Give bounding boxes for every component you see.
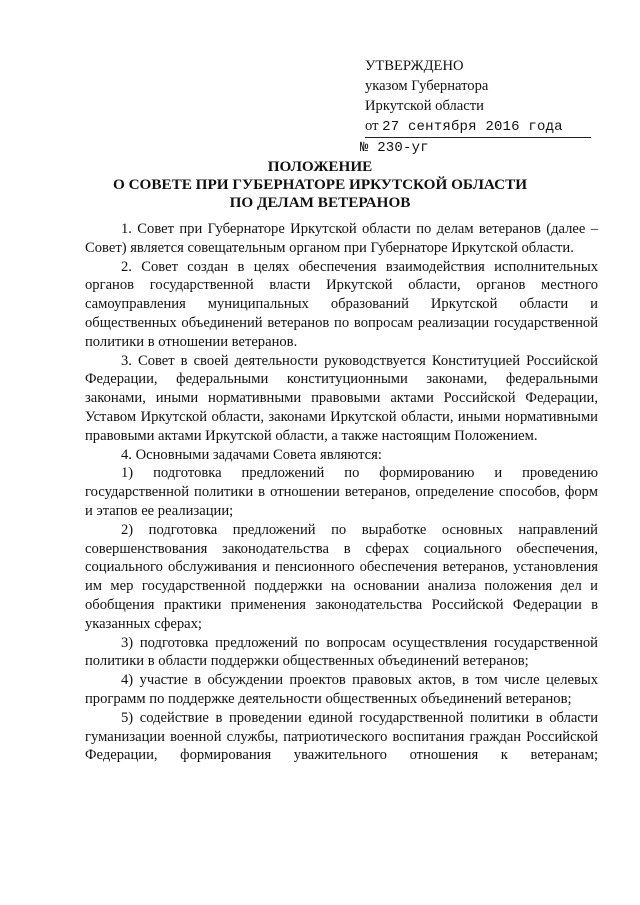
paragraph-3: 3. Совет в своей деятельности руководствуется Конституцией Российской Федерации, федеральными конституционными законами, федеральными законами, иными нормативными правовыми актами Российской Федерации, Уставом Иркутской области, законами Иркутской области, иными нормативными правовыми актами Иркутской области, а также настоящим Положением. <box>85 352 598 444</box>
date-prefix: от <box>365 118 379 134</box>
task-2: 2) подготовка предложений по выработке основных направлений совершенствования законодательства в сферах социального обеспечения, социального обслуживания и пенсионного обеспечения ветеранов, установления им мер государственной поддержки на основании анализа положения дел и обобщения практики применения законодательства Российской Федерации в указанных сферах; <box>85 521 598 632</box>
title-line-3: ПО ДЕЛАМ ВЕТЕРАНОВ <box>229 194 411 211</box>
title-line-1: ПОЛОЖЕНИЕ <box>267 158 373 175</box>
date-line <box>365 116 615 138</box>
task-5: 5) содействие в проведении единой государственной политики в области гуманизации военной службы, патриотического воспитания граждан Российской Федерации, формирования уважительного отношения к ветеранам; <box>85 709 598 764</box>
date-underline <box>365 116 591 138</box>
task-1: 1) подготовка предложений по формированию и проведению государственной политики в отношении ветеранов, определение способов, форм и этапов ее реализации; <box>85 465 598 519</box>
paragraph-2: 2. Совет создан в целях обеспечения взаимодействия исполнительных органов государственной власти Иркутской области, органов местного самоуправления муниципальных образований Иркутской области и общественных объединений ветеранов по вопросам реализации государственной политики в отношении ветеранов. <box>85 258 598 350</box>
title-line-2: О СОВЕТЕ ПРИ ГУБЕРНАТОРЕ ИРКУТСКОЙ ОБЛАСТИ <box>112 176 528 193</box>
region-label: Иркутской области <box>365 98 484 114</box>
decree-number: № 230-уг <box>360 140 429 156</box>
paragraph-1: 1. Совет при Губернаторе Иркутской области по делам ветеранов (далее – Совет) является совещательным органом при Губернаторе Иркутской области. <box>85 221 598 256</box>
paragraph-4: 4. Основными задачами Совета являются: <box>121 446 382 463</box>
approval-stamp <box>360 56 615 158</box>
task-3: 3) подготовка предложений по вопросам осуществления государственной политики в области поддержки общественных объединений ветеранов; <box>85 634 598 670</box>
decree-label: указом Губернатора <box>365 78 489 94</box>
document-title <box>60 158 580 212</box>
date-value: 27 сентября 2016 года <box>382 119 563 135</box>
task-4: 4) участие в обсуждении проектов правовых актов, в том числе целевых программ по поддержке деятельности общественных объединений ветеранов; <box>85 672 598 707</box>
approved-label: УТВЕРЖДЕНО <box>365 58 464 74</box>
document-body <box>85 220 598 765</box>
